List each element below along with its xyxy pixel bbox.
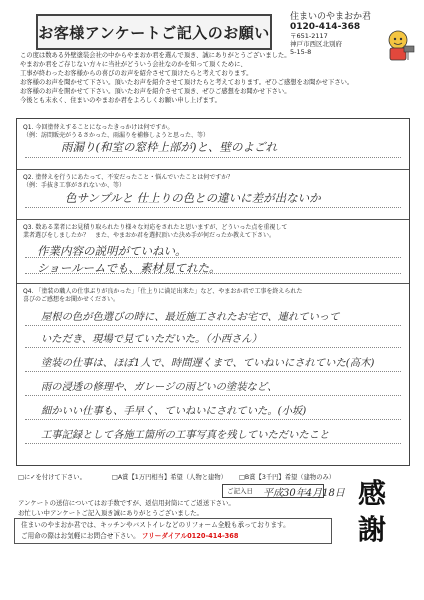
- handwritten-answer: ショールームでも、素材見てれた。: [37, 261, 221, 275]
- intro-line: 今後とも末永く、住まいのやまおか君をよろしくお願い申し上げます。: [20, 96, 221, 104]
- handwritten-answer: 細かいい仕事も、手早く、ていねいにされていた。(小坂): [41, 405, 307, 417]
- consent-prefix: □に✓を付けて下さい。: [18, 474, 86, 481]
- kansha-calligraphy: 感謝: [357, 477, 386, 546]
- question-section-q4: [17, 283, 409, 465]
- intro-text: [20, 52, 375, 105]
- question-section-q1: [17, 119, 409, 170]
- company-city: 神戸市西区北別府: [290, 40, 342, 48]
- handwritten-answer: 屋根の色が色選びの時に、最近施工されたお宅で、連れていって: [41, 311, 340, 323]
- answer-line: [25, 325, 401, 326]
- answer-line: [25, 395, 401, 396]
- answer-line: [25, 371, 401, 372]
- question-subtext: （例：手抜き工事がされないか、等）: [23, 182, 126, 189]
- answer-line: [25, 443, 401, 444]
- option-b-label[interactable]: □B賞【3千円】希望（建物のみ）: [238, 474, 336, 481]
- question-section-q2: [17, 169, 409, 220]
- handwritten-answer: 作業内容の説明がていねい。: [37, 244, 187, 258]
- answer-line: [25, 419, 401, 420]
- closing-line: お忙しい中アンケートご記入頂き誠にありがとうございました。: [18, 509, 203, 517]
- question-subtext: 業者選びをしましたか？ また、やまおか君を選択頂いた決め手が何だったか教えて下さい。: [23, 232, 276, 239]
- closing-line: アンケートの送信についてはお手数ですが、返信用封筒にてご返送下さい。: [18, 499, 235, 507]
- reform-line: 住まいのやまおか君では、キッチンやバストイレなどのリフォーム全般も承っております。: [21, 521, 290, 529]
- answer-line: [25, 347, 401, 348]
- question-text: Q3. 数ある業者にお見積り取られたり様々な対応をされたと思いますが、どういった点を重視して: [23, 224, 288, 231]
- closing-text: [18, 487, 235, 518]
- questionnaire-table: [16, 118, 410, 466]
- question-text: Q4. 「塗装の職人の仕事ぶりが良かった」「仕上りに満足出来た」など、やまおか君で工事を終えられた: [23, 288, 303, 295]
- intro-line: 工事が終わったお客様からの喜びのお声を紹介させて頂けたらと考えております。: [20, 69, 253, 77]
- intro-line: お客様のお声を聞かせて下さい。頂いたお声を紹介させて頂けたらと考えております。ぜひご感想をお聞かせ下さい。: [20, 78, 354, 86]
- handwritten-answer: 工事記録として各施工箇所の工事写真を残していただいたこと: [41, 429, 330, 441]
- consent-row: [18, 472, 335, 481]
- date-value: 平成30年4月18日: [263, 488, 345, 499]
- question-text: Q1. 今回塗替えすることになったきっかけは何ですか。: [23, 124, 174, 131]
- free-dial-number: フリーダイアル0120-414-368: [141, 532, 239, 540]
- intro-line: やまおか君をご存じない方々に当社がどういう会社なのかを知って頂くために、: [20, 60, 247, 68]
- company-postal: 〒651-2117: [290, 32, 328, 40]
- company-phone: 0120-414-368: [290, 22, 361, 32]
- question-text: Q2. 塗替えを行うにあたって、不安だったこと・悩んでいたことは何ですか？: [23, 174, 234, 181]
- reform-contact-text: ご用命の際はお気軽にお問合せ下さい。: [21, 532, 140, 540]
- company-address: 5-15-8: [290, 48, 312, 56]
- question-subtext: 喜びのご感想をお聞かせください。: [23, 296, 120, 303]
- intro-line: お客様のお声を開かせて下さい。頂いたお声を紹介させて頂き、ぜひご感想をお聞かせ下さい。: [20, 87, 291, 95]
- date-field[interactable]: [222, 484, 345, 499]
- company-name: 住まいのやまおか君: [290, 12, 372, 22]
- question-section-q3: [17, 219, 409, 284]
- date-label: ご記入日: [227, 487, 253, 495]
- handwritten-answer: いただき、現場で見ていただいた。（小西さん）: [41, 333, 262, 345]
- intro-line: この度は数ある外壁塗装会社の中からやまおか君を選んで頂き、誠にありがとうございました。: [20, 52, 291, 59]
- handwritten-answer: 雨漏り(和室の窓枠上部が)と、壁のよごれ: [61, 140, 277, 154]
- page-title: お客様アンケートご記入のお願い: [36, 14, 272, 50]
- company-info: [290, 12, 371, 56]
- option-a-label[interactable]: □A賞【1万円相当】希望（人物と建物）: [111, 474, 227, 481]
- handwritten-answer: 色サンプルと 仕上りの色との違いに差が出ないか: [65, 191, 321, 205]
- handwritten-answer: 塗装の仕事は、ほぼ1人で、時間遅くまで、ていねいにされていた(高木): [41, 357, 375, 369]
- question-subtext: （例：訪問販売がうるさかった、雨漏りを補修しようと思った、等）: [23, 132, 210, 139]
- mascot-logo-icon: [378, 26, 418, 66]
- reform-notice: [14, 518, 332, 544]
- handwritten-answer: 雨の浸透の修理や、ガレージの雨どいの塗装など、: [41, 381, 278, 393]
- answer-line: [25, 157, 401, 158]
- answer-line: [25, 207, 401, 208]
